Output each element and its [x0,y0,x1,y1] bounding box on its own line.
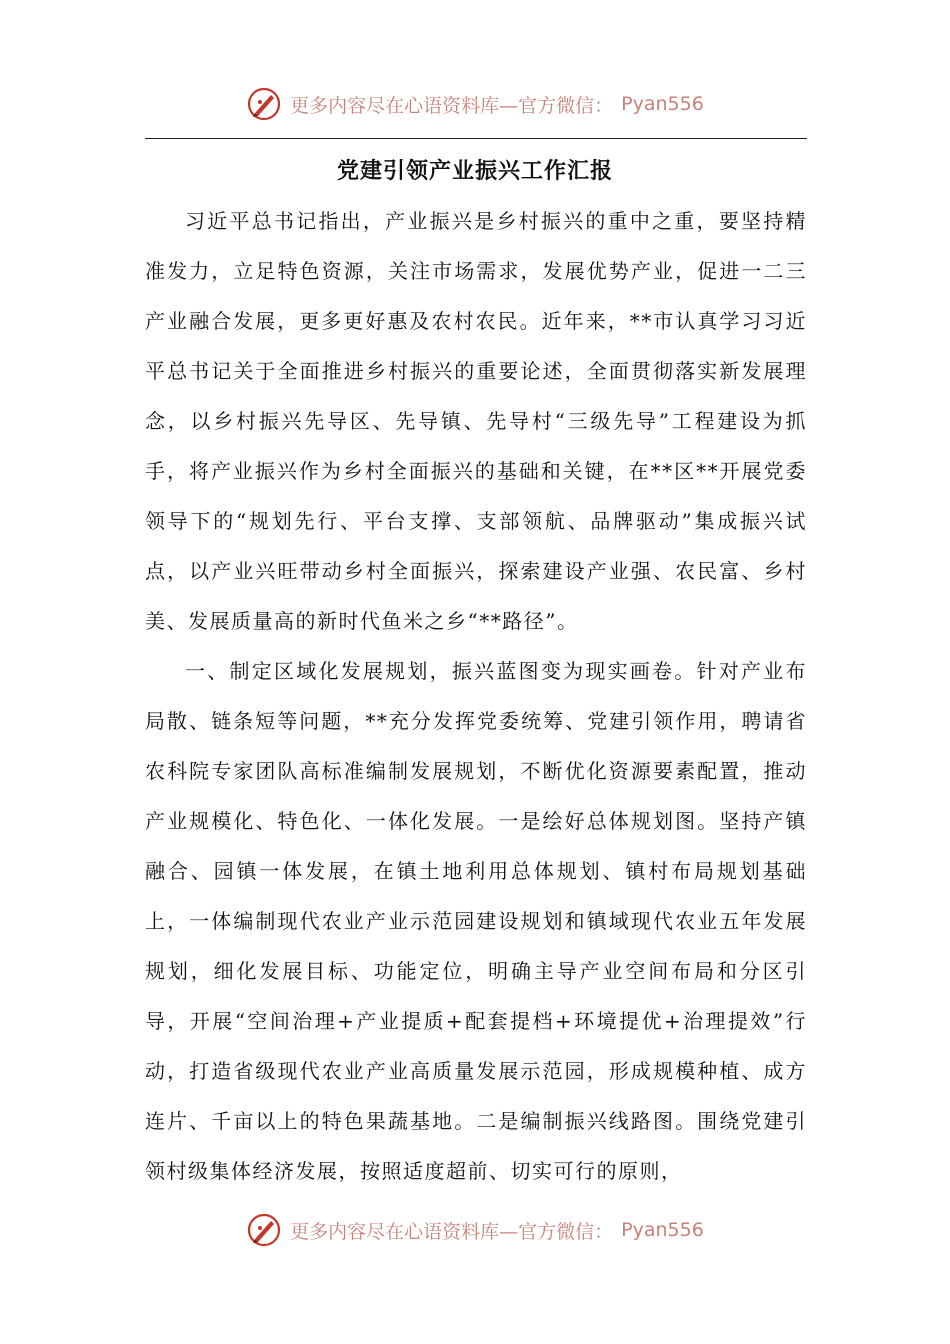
page-title: 党建引领产业振兴工作汇报 [336,159,613,184]
watermark-text: 更多内容尽在心语资料库—官方微信： [290,1220,614,1243]
pen-logo-icon [246,1212,282,1248]
watermark-wechat-id: Pyan556 [621,93,704,115]
document-body [145,196,807,1196]
watermark-banner-top [0,82,950,126]
paragraph-section-1: 一、制定区域化发展规划，振兴蓝图变为现实画卷。针对产业布局散、链条短等问题，**充分发挥党委统筹、党建引领作用，聘请省农科院专家团队高标准编制发展规划，不断优化资源要素配置，推动产业规模化、特色化、一体化发展。一是绘好总体规划图。坚持产镇融合、园镇一体发展，在镇土地利用总体规划、镇村布局规划基础上，一体编制现代农业产业示范园建设规划和镇域现代农业五年发展规划，细化发展目标、功能定位，明确主导产业空间布局和分区引导，开展“空间治理+产业提质+配套提档+环境提优+治理提效”行动，打造省级现代农业产业高质量发展示范园，形成规模种植、成方连片、千亩以上的特色果蔬基地。二是编制振兴线路图。围绕党建引领村级集体经济发展，按照适度超前、切实可行的原则， [145,659,807,1183]
watermark-text: 更多内容尽在心语资料库—官方微信： [290,94,614,117]
header-divider [145,138,807,139]
watermark-banner-bottom [0,1208,950,1252]
watermark-wechat-id: Pyan556 [621,1219,704,1241]
paragraph-intro: 习近平总书记指出，产业振兴是乡村振兴的重中之重，要坚持精准发力，立足特色资源，关注市场需求，发展优势产业，促进一二三产业融合发展，更多更好惠及农村农民。近年来，**市认真学习习近平总书记关于全面推进乡村振兴的重要论述，全面贯彻落实新发展理念，以乡村振兴先导区、先导镇、先导村“三级先导”工程建设为抓手，将产业振兴作为乡村全面振兴的基础和关键，在**区**开展党委领导下的“规划先行、平台支撑、支部领航、品牌驱动”集成振兴试点，以产业兴旺带动乡村全面振兴，探索建设产业强、农民富、乡村美、发展质量高的新时代鱼米之乡“**路径”。 [145,209,807,633]
pen-logo-icon [246,86,282,122]
